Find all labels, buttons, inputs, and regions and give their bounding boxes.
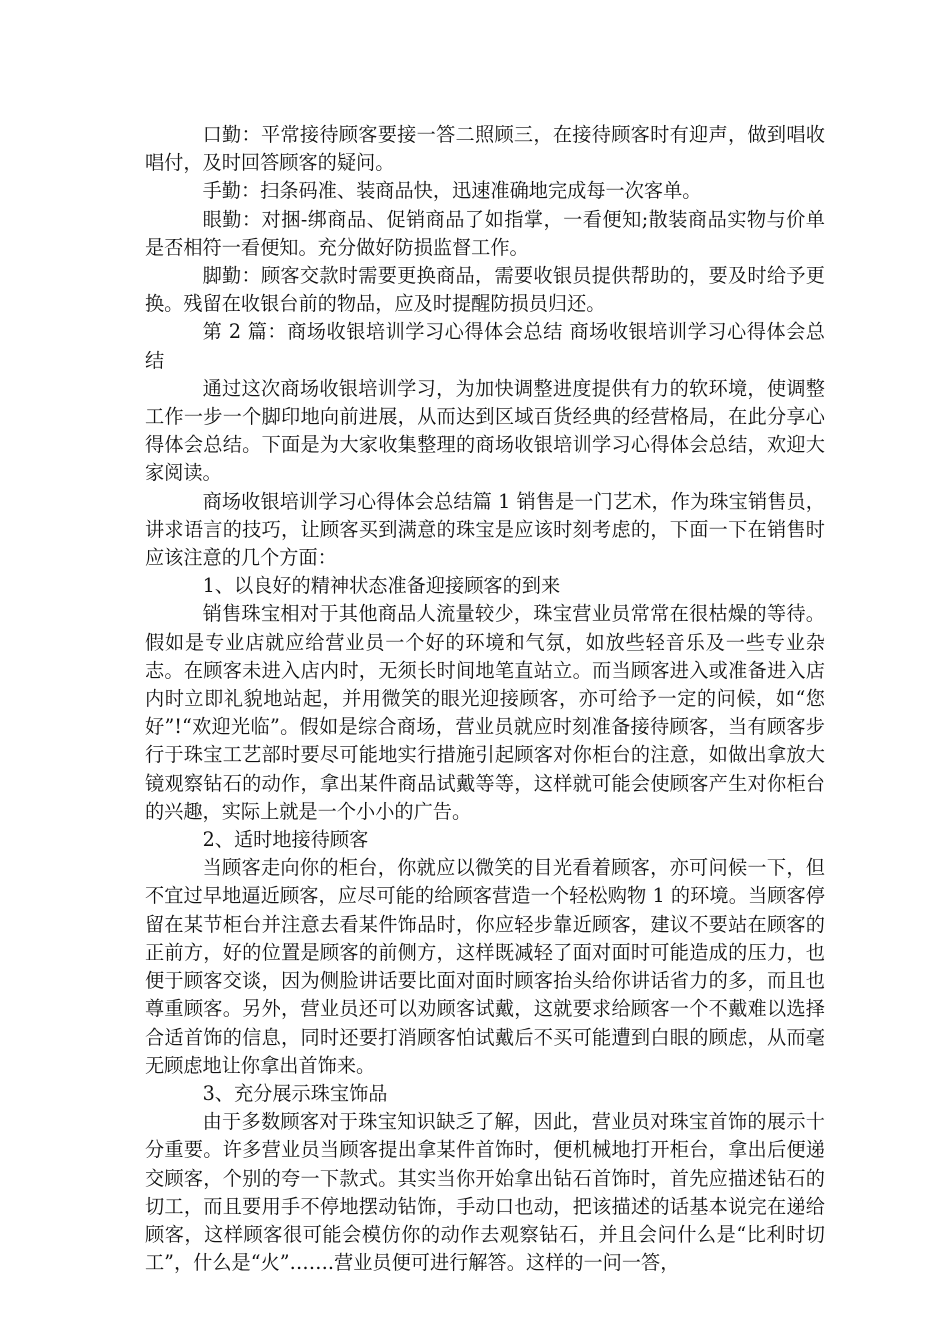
list-heading-3: 3、充分展示珠宝饰品 [202, 1081, 388, 1105]
paragraph-intro: 通过这次商场收银培训学习，为加快调整进度提供有力的软环境，使调整工作一步一个脚印地向前进展，从而达到区域百货经典的经营格局，在此分享心得体会总结。下面是为大家收集整理的商场收银培训学习心得体会总结，欢迎大家阅读。 [145, 376, 825, 485]
list-heading-2: 2、适时地接待顾客 [202, 828, 369, 852]
paragraph-point-2: 当顾客走向你的柜台，你就应以微笑的目光看着顾客，亦可问候一下，但不宜过早地逼近顾客，应尽可能的给顾客营造一个轻松购物 1 的环境。当顾客停留在某节柜台并注意去看某件饰品时，你应轻步靠近顾客，建议不要站在顾客的正前方，好的位置是顾客的前侧方，这样既减轻了面对面时可能造成的压力，也便于顾客交谈，因为侧脸讲话要比面对面时顾客抬头给你讲话省力的多，而且也尊重顾客。另外，营业员还可以劝顾客试戴，这就要求给顾客一个不戴难以选择合适首饰的信息，同时还要打消顾客怕试戴后不买可能遭到白眼的顾虑，从而毫无顾虑地让你拿出首饰来。 [145, 856, 825, 1077]
paragraph-article-1-intro: 商场收银培训学习心得体会总结篇 1 销售是一门艺术，作为珠宝销售员，讲求语言的技巧，让顾客买到满意的珠宝是应该时刻考虑的，下面一下在销售时应该注意的几个方面： [145, 489, 825, 570]
list-heading-1: 1、以良好的精神状态准备迎接顾客的到来 [202, 574, 561, 598]
section-heading-2: 第 2 篇：商场收银培训学习心得体会总结 商场收银培训学习心得体会总结 [145, 320, 825, 372]
paragraph-kouqin: 口勤：平常接待顾客要接一答二照顾三，在接待顾客时有迎声，做到唱收唱付，及时回答顾客的疑问。 [145, 123, 825, 175]
paragraph-point-1: 销售珠宝相对于其他商品人流量较少，珠宝营业员常常在很枯燥的等待。假如是专业店就应给营业员一个好的环境和气氛，如放些轻音乐及一些专业杂志。在顾客未进入店内时，无须长时间地笔直站立。而当顾客进入或准备进入店内时立即礼貌地站起，并用微笑的眼光迎接顾客，亦可给予一定的问候，如“您好”!“欢迎光临”。假如是综合商场，营业员就应时刻准备接待顾客，当有顾客步行于珠宝工艺部时要尽可能地实行措施引起顾客对你柜台的注意，如做出拿放大镜观察钻石的动作，拿出某件商品试戴等等，这样就可能会使顾客产生对你柜台的兴趣，实际上就是一个小小的广告。 [145, 602, 825, 823]
document-page [145, 121, 825, 1277]
paragraph-yanqin: 眼勤：对捆-绑商品、促销商品了如指掌，一看便知;散装商品实物与价单是否相符一看便知。充分做好防损监督工作。 [145, 207, 825, 259]
paragraph-shouqin: 手勤：扫条码准、装商品快，迅速准确地完成每一次客单。 [202, 179, 702, 203]
paragraph-jiaoqin: 脚勤：顾客交款时需要更换商品，需要收银员提供帮助的，要及时给予更换。残留在收银台前的物品，应及时提醒防损员归还。 [145, 264, 825, 316]
paragraph-point-3: 由于多数顾客对于珠宝知识缺乏了解，因此，营业员对珠宝首饰的展示十分重要。许多营业员当顾客提出拿某件首饰时，便机械地打开柜台，拿出后便递交顾客，个别的夸一下款式。其实当你开始拿出钻石首饰时，首先应描述钻石的切工，而且要用手不停地摆动钻饰，手动口也动，把该描述的话基本说完在递给顾客，这样顾客很可能会模仿你的动作去观察钻石，并且会问什么是“比利时切工”，什么是“火”…….营业员便可进行解答。这样的一问一答， [145, 1110, 825, 1275]
